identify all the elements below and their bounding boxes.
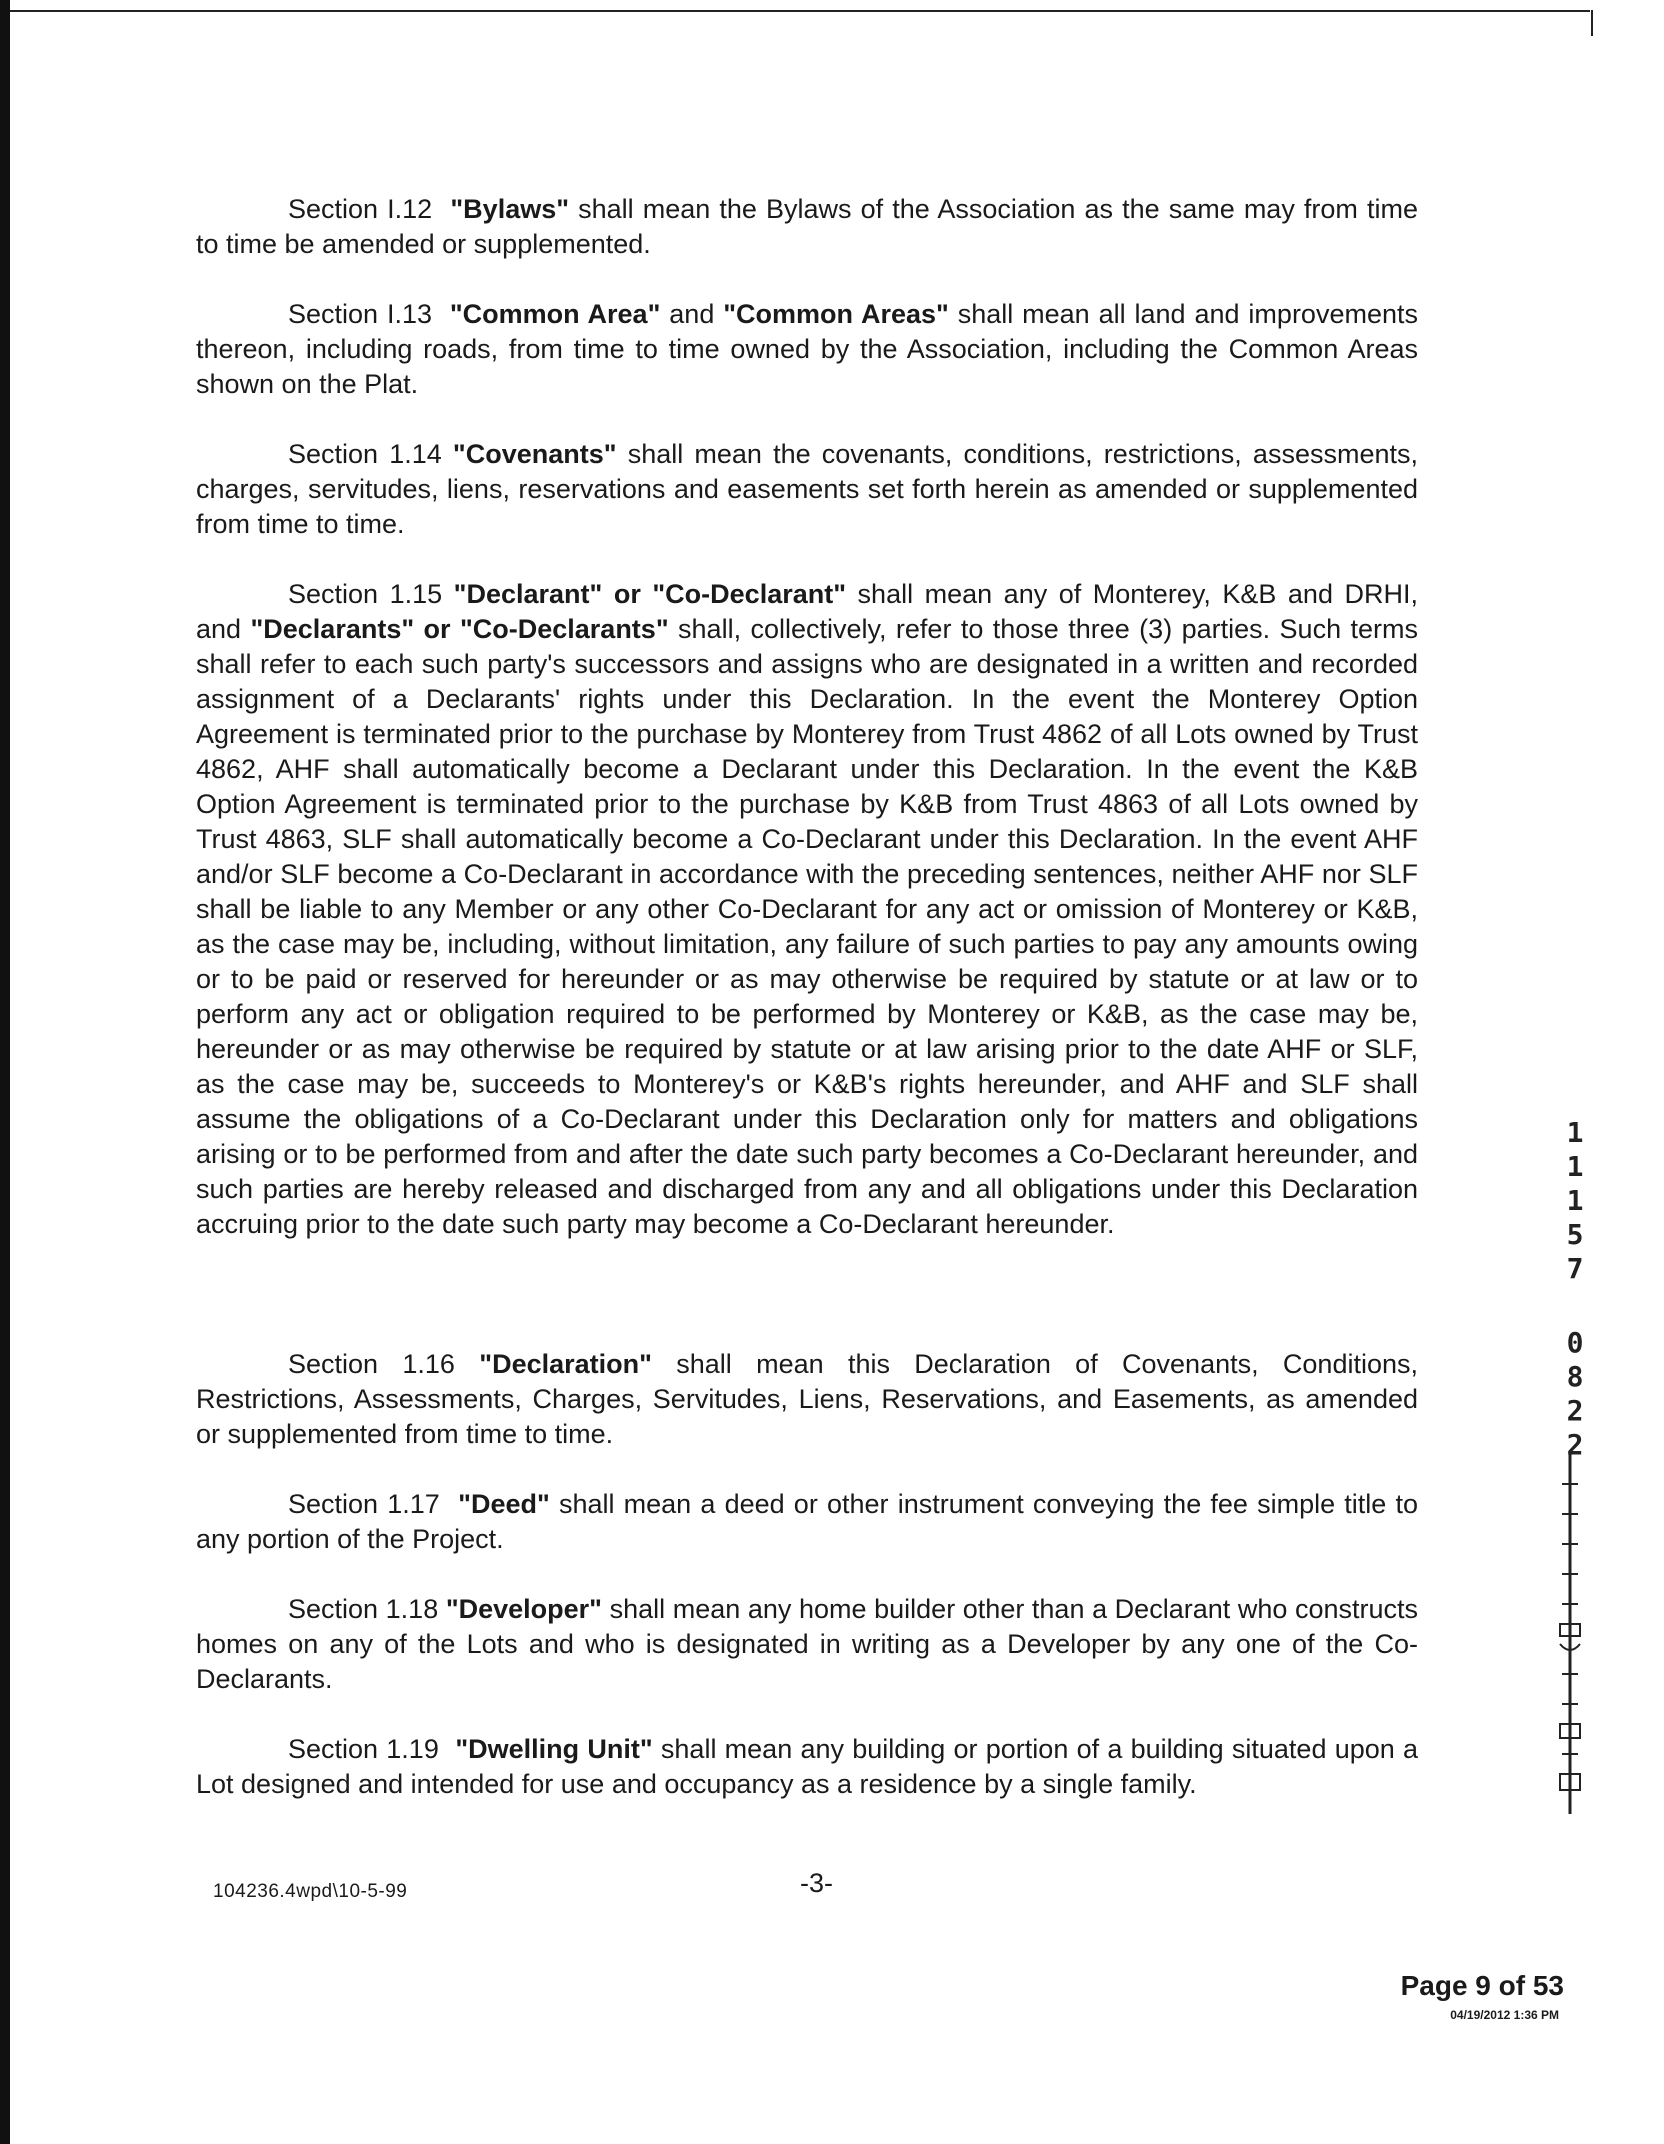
page-of-total: Page 9 of 53 — [1400, 1970, 1564, 2001]
term-connector: and — [660, 299, 724, 329]
section-number: Section 1.18 — [288, 1594, 439, 1624]
stamp-char: 2 — [1566, 1428, 1584, 1461]
section-number: Section 1.19 — [288, 1734, 439, 1764]
defined-term: "Covenants" — [452, 439, 617, 469]
section-1-12 — [196, 192, 1418, 262]
document-id: 104236.4wpd\10-5-99 — [213, 1881, 408, 1902]
defined-term: "Declarant" or "Co-Declarant" — [453, 579, 847, 609]
stamp-char: 8 — [1566, 1360, 1584, 1393]
scan-corner-line — [1591, 10, 1593, 36]
section-body: shall mean any building or portion of a building situated upon a Lot designed and intended for use and occupancy as a residence by a single family. — [196, 1734, 1419, 1799]
defined-term: "Declaration" — [479, 1349, 652, 1379]
section-number: Section I.13 — [288, 299, 432, 329]
recording-stamp-mark — [1544, 1454, 1594, 1814]
section-body: shall mean any of Monterey, K&B and DRHI, and — [196, 579, 1418, 644]
defined-term: "Bylaws" — [450, 194, 570, 224]
scan-top-border — [10, 10, 1590, 12]
section-1-14 — [196, 437, 1418, 542]
section-body: shall mean this Declaration of Covenants, Conditions, Restrictions, Assessments, Charges, Servitudes, Liens, Reservations, and Easements, as amended or supplemented from time to time. — [196, 1349, 1419, 1449]
section-number: Section 1.15 — [288, 579, 443, 609]
stamp-char — [1560, 1286, 1590, 1326]
defined-term: "Developer" — [445, 1594, 602, 1624]
section-1-17 — [196, 1487, 1418, 1557]
defined-term: "Common Area" — [449, 299, 661, 329]
stamp-char: 1 — [1566, 1150, 1584, 1183]
stamp-char: 7 — [1566, 1252, 1584, 1285]
defined-term: "Deed" — [458, 1489, 550, 1519]
scan-left-border — [0, 0, 10, 2144]
section-body-2: shall, collectively, refer to those three (3) parties. Such terms shall refer to each such party's successors and assigns who are designated in a written and recorded assignment of a Declarants' rights under this Declaration. In the event the Monterey Option Agreement is terminated prior to the purchase by Monterey from Trust 4862 of all Lots owned by Trust 4862, AHF shall automatically become a Declarant under this Declaration. In the event the K&B Option Agreement is terminated prior to the purchase by K&B from Trust 4863 of all Lots owned by Trust 4863, SLF shall automatically become a Co-Declarant under this Declaration. In the event AHF and/or SLF become a Co-Declarant in accordance with the preceding sentences, neither AHF nor SLF shall be liable to any Member or any other Co-Declarant for any act or omission of Monterey or K&B, as the case may be, including, without limitation, any failure of such parties to pay any amounts owing or to be paid or reserved for hereunder or as may otherwise be required by statute or at law or to perform any act or obligation required to be performed by Monterey or K&B, as the case may be, hereunder or as may otherwise be required by statute or at law arising prior to the date AHF or SLF, as the case may be, succeeds to Monterey's or K&B's rights hereunder, and AHF and SLF shall assume the obligations of a Co-Declarant under this Declaration only for matters and obligations arising or to be performed from and after the date such party becomes a Co-Declarant hereunder, and such parties are hereby released and discharged from any and all obligations under this Declaration accruing prior to the date such party may become a Co-Declarant hereunder. — [196, 614, 1418, 1239]
section-body: shall mean a deed or other instrument conveying the fee simple title to any portion of the Project. — [196, 1489, 1418, 1554]
section-1-18 — [196, 1592, 1418, 1697]
stamp-char: 1 — [1566, 1184, 1584, 1217]
print-timestamp: 04/19/2012 1:36 PM — [1450, 2008, 1559, 2022]
defined-term-2: "Declarants" or "Co-Declarants" — [250, 614, 669, 644]
defined-term-2: "Common Areas" — [723, 299, 949, 329]
section-body: shall mean the covenants, conditions, restrictions, assessments, charges, servitudes, liens, reservations and easements set forth herein as amended or supplemented from time to time. — [196, 439, 1418, 539]
section-number: Section 1.14 — [288, 439, 442, 469]
page-number: -3- — [800, 1868, 833, 1898]
section-1-15 — [196, 577, 1418, 1242]
stamp-char: 0 — [1566, 1326, 1584, 1359]
section-1-16 — [196, 1347, 1418, 1452]
section-1-19 — [196, 1732, 1418, 1802]
defined-term: "Dwelling Unit" — [455, 1734, 653, 1764]
section-number: Section 1.17 — [288, 1489, 440, 1519]
stamp-char: 1 — [1566, 1116, 1584, 1149]
section-number: Section I.12 — [288, 194, 433, 224]
stamp-char: 2 — [1566, 1394, 1584, 1427]
recording-stamp — [1560, 1116, 1590, 1462]
section-body: shall mean all land and improvements thereon, including roads, from time to time owned by the Association, including the Common Areas shown on the Plat. — [196, 299, 1418, 399]
section-body: shall mean any home builder other than a Declarant who constructs homes on any of the Lots and who is designated in writing as a Developer by any one of the Co-Declarants. — [196, 1594, 1419, 1694]
section-1-13 — [196, 297, 1418, 402]
section-body: shall mean the Bylaws of the Association as the same may from time to time be amended or supplemented. — [196, 194, 1419, 259]
section-number: Section 1.16 — [288, 1349, 455, 1379]
stamp-char: 5 — [1566, 1218, 1584, 1251]
